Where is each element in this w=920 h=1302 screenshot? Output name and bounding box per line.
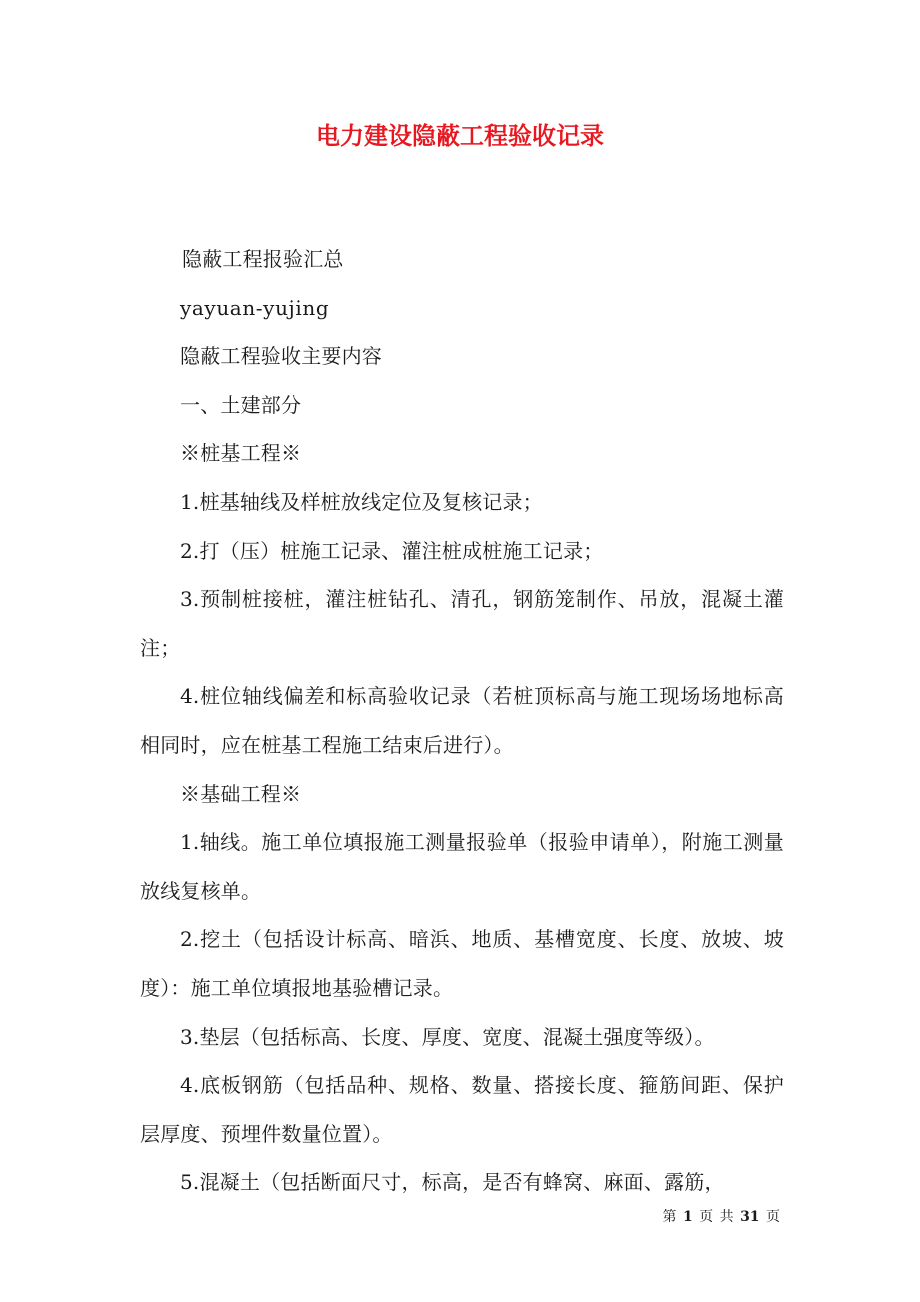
- footer-middle: 页 共: [699, 1209, 734, 1225]
- footer-total-pages: 31: [740, 1209, 760, 1225]
- document-body: [140, 235, 784, 1207]
- paragraph-hidden-works-summary: 隐蔽工程报验汇总: [182, 247, 344, 271]
- list-item-pile-3: 3.预制桩接桩，灌注桩钻孔、清孔，钢筋笼制作、吊放，混凝土灌注；: [140, 587, 784, 660]
- footer-current-page: 1: [682, 1209, 693, 1225]
- paragraph-main-content-heading: 隐蔽工程验收主要内容: [180, 344, 382, 369]
- list-item-foundation-2: 2.挖土（包括设计标高、暗浜、地质、基槽宽度、长度、放坡、坡度）：施工单位填报地基验槽记录。: [140, 927, 784, 1000]
- document-title: 电力建设隐蔽工程验收记录: [316, 121, 604, 150]
- list-item-foundation-4: 4.底板钢筋（包括品种、规格、数量、搭接长度、箍筋间距、保护层厚度、预埋件数量位置）。: [140, 1073, 784, 1146]
- section-heading-civil-works: 一、土建部分: [180, 392, 302, 417]
- list-item-pile-4: 4.桩位轴线偏差和标高验收记录（若桩顶标高与施工现场场地标高相同时，应在桩基工程施工结束后进行）。: [140, 684, 784, 757]
- list-item-foundation-5: 5.混凝土（包括断面尺寸，标高，是否有蜂窝、麻面、露筋，: [180, 1170, 725, 1195]
- list-item-pile-2: 2.打（压）桩施工记录、灌注桩成桩施工记录；: [180, 538, 604, 563]
- subsection-heading-pile-foundation: ※桩基工程※: [180, 441, 302, 466]
- list-item-foundation-1: 1.轴线。施工单位填报施工测量报验单（报验申请单），附施工测量放线复核单。: [140, 830, 784, 903]
- footer-suffix: 页: [766, 1209, 780, 1225]
- page-footer: [663, 1205, 781, 1229]
- subsection-heading-foundation: ※基础工程※: [180, 781, 302, 806]
- paragraph-author-tag: yayuan-yujing: [180, 295, 330, 320]
- list-item-foundation-3: 3.垫层（包括标高、长度、厚度、宽度、混凝土强度等级）。: [180, 1024, 715, 1049]
- footer-prefix: 第: [662, 1209, 677, 1225]
- list-item-pile-1: 1.桩基轴线及样桩放线定位及复核记录；: [180, 489, 543, 514]
